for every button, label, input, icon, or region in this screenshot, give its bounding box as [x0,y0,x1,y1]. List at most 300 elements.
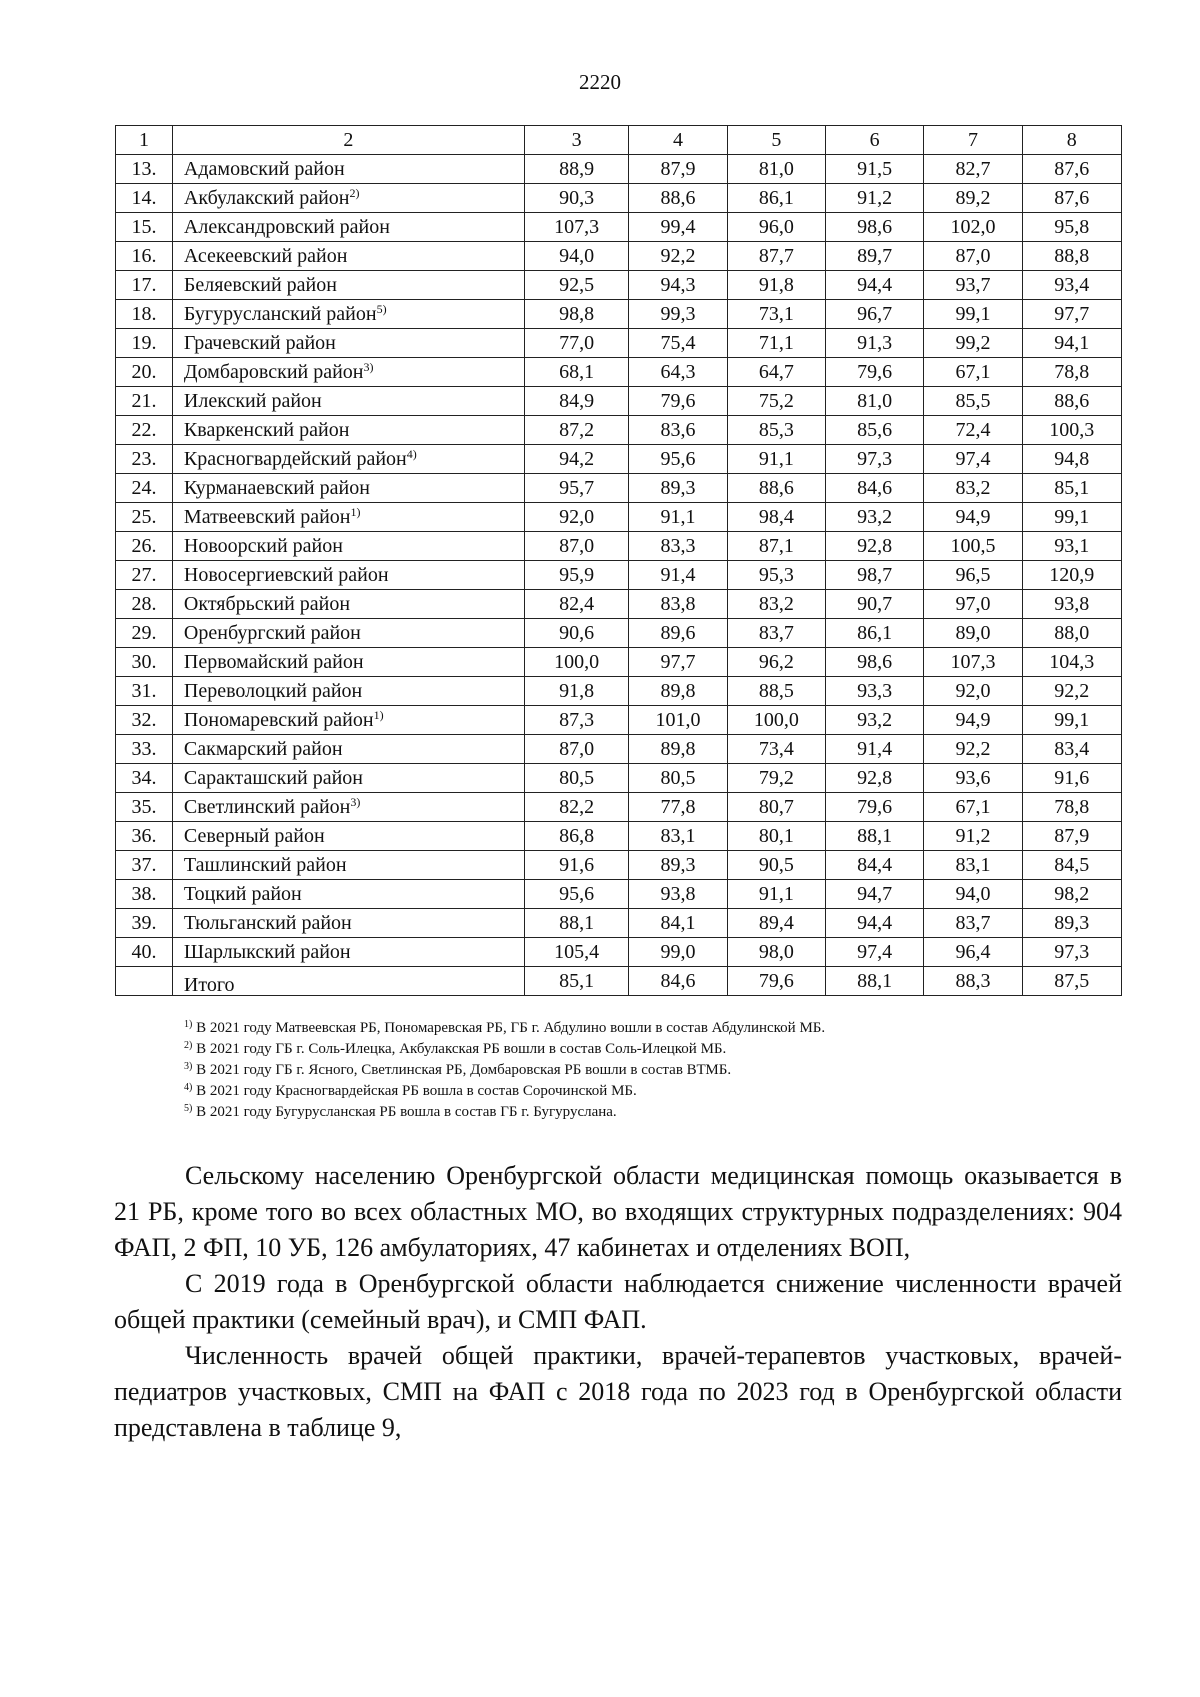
value-cell: 88,5 [727,677,825,706]
row-number: 34. [116,764,173,793]
footnote-text: В 2021 году ГБ г. Соль-Илецка, Акбулакская РБ вошли в состав Соль-Илецкой МБ. [192,1041,727,1057]
row-number: 28. [116,590,173,619]
district-name: Пономаревский район [183,709,374,731]
row-number: 18. [116,300,173,329]
value-cell: 90,3 [524,184,629,213]
value-cell: 89,3 [629,851,727,880]
column-header: 1 [116,126,173,155]
district-name: Александровский район [183,216,390,238]
value-cell: 93,6 [924,764,1022,793]
footnote-ref: 2) [349,186,360,200]
district-cell [172,735,524,764]
value-cell: 88,9 [524,155,629,184]
district-cell [172,387,524,416]
table-row [116,851,1122,880]
footnote-ref: 3) [350,795,361,809]
column-header: 7 [924,126,1022,155]
value-cell: 67,1 [924,793,1022,822]
row-number: 35. [116,793,173,822]
value-cell: 89,0 [924,619,1022,648]
value-cell: 84,1 [629,909,727,938]
value-cell: 87,9 [1022,822,1121,851]
value-cell: 92,5 [524,271,629,300]
paragraph: Сельскому населению Оренбургской области медицинская помощь оказывается в 21 РБ, кроме того во всех областных МО, во входящих структурных подразделениях: 904 ФАП, 2 ФП, 10 УБ, 126 амбулаториях, 47 кабинетах и отделениях ВОП, [114,1161,1122,1262]
district-cell [172,271,524,300]
footnote-mark: 3) [184,1061,193,1072]
value-cell: 83,2 [924,474,1022,503]
value-cell: 95,3 [727,561,825,590]
value-cell: 80,1 [727,822,825,851]
value-cell: 92,0 [524,503,629,532]
value-cell: 78,8 [1022,793,1121,822]
column-header: 6 [825,126,923,155]
value-cell: 90,5 [727,851,825,880]
district-name: Переволоцкий район [183,680,363,702]
value-cell: 80,5 [629,764,727,793]
value-cell: 97,7 [1022,300,1121,329]
district-name: Саракташский район [183,767,364,789]
district-cell [172,329,524,358]
value-cell: 87,1 [727,532,825,561]
value-cell: 100,3 [1022,416,1121,445]
row-number: 21. [116,387,173,416]
value-cell: 79,6 [825,358,923,387]
value-cell: 94,4 [825,271,923,300]
row-number: 14. [116,184,173,213]
column-header: 5 [727,126,825,155]
value-cell: 64,3 [629,358,727,387]
value-cell: 100,5 [924,532,1022,561]
district-cell [172,619,524,648]
table-header-row [116,126,1122,155]
district-cell [172,213,524,242]
value-cell: 98,7 [825,561,923,590]
row-number: 32. [116,706,173,735]
value-cell: 93,3 [825,677,923,706]
value-cell: 91,8 [727,271,825,300]
value-cell: 95,6 [524,880,629,909]
value-cell: 94,9 [924,503,1022,532]
total-value: 84,6 [629,967,727,996]
row-number: 38. [116,880,173,909]
value-cell: 73,4 [727,735,825,764]
value-cell: 98,6 [825,213,923,242]
value-cell: 85,5 [924,387,1022,416]
district-cell [172,300,524,329]
row-number: 25. [116,503,173,532]
value-cell: 98,6 [825,648,923,677]
district-cell [172,793,524,822]
value-cell: 83,1 [924,851,1022,880]
table-row [116,590,1122,619]
value-cell: 104,3 [1022,648,1121,677]
value-cell: 94,2 [524,445,629,474]
value-cell: 90,7 [825,590,923,619]
district-name: Новосергиевский район [183,564,389,586]
total-value: 88,3 [924,967,1022,996]
value-cell: 100,0 [524,648,629,677]
value-cell: 78,8 [1022,358,1121,387]
value-cell: 67,1 [924,358,1022,387]
table-row [116,938,1122,967]
table-row [116,561,1122,590]
value-cell: 93,8 [629,880,727,909]
value-cell: 95,9 [524,561,629,590]
table-row [116,793,1122,822]
row-number: 30. [116,648,173,677]
total-label: Итого [172,967,524,996]
footnote [184,1081,1084,1102]
value-cell: 94,1 [1022,329,1121,358]
footnote-mark: 4) [184,1082,193,1093]
district-cell [172,474,524,503]
district-cell [172,358,524,387]
district-name: Курманаевский район [183,477,370,499]
value-cell: 93,2 [825,503,923,532]
row-number: 13. [116,155,173,184]
table-row [116,764,1122,793]
value-cell: 88,6 [1022,387,1121,416]
value-cell: 83,1 [629,822,727,851]
paragraph: Численность врачей общей практики, врачей-терапевтов участковых, врачей-педиатров участковых, СМП на ФАП с 2018 года по 2023 год в Оренбургской области представлена в таблице 9, [114,1341,1122,1442]
district-name: Бугурусланский район [183,303,377,325]
value-cell: 95,6 [629,445,727,474]
value-cell: 93,4 [1022,271,1121,300]
value-cell: 87,6 [1022,155,1121,184]
value-cell: 93,1 [1022,532,1121,561]
district-cell [172,561,524,590]
district-cell [172,416,524,445]
district-cell [172,155,524,184]
value-cell: 97,3 [1022,938,1121,967]
value-cell: 88,8 [1022,242,1121,271]
table-row [116,909,1122,938]
value-cell: 99,2 [924,329,1022,358]
value-cell: 91,1 [727,445,825,474]
value-cell: 85,6 [825,416,923,445]
row-number: 39. [116,909,173,938]
column-header: 3 [524,126,629,155]
total-value: 85,1 [524,967,629,996]
data-table [115,125,1122,996]
column-header: 4 [629,126,727,155]
district-cell [172,648,524,677]
footnote-text: В 2021 году Матвеевская РБ, Пономаревская РБ, ГБ г. Абдулино вошли в состав Абдулинской МБ. [192,1020,826,1036]
value-cell: 91,8 [524,677,629,706]
district-cell [172,938,524,967]
row-number: 23. [116,445,173,474]
value-cell: 86,8 [524,822,629,851]
value-cell: 120,9 [1022,561,1121,590]
value-cell: 80,7 [727,793,825,822]
row-number: 16. [116,242,173,271]
value-cell: 93,2 [825,706,923,735]
table-row [116,445,1122,474]
footnote-mark: 5) [184,1103,193,1114]
value-cell: 92,8 [825,764,923,793]
table-row [116,474,1122,503]
district-cell [172,503,524,532]
value-cell: 99,1 [1022,706,1121,735]
value-cell: 93,8 [1022,590,1121,619]
total-row [116,967,1122,996]
value-cell: 83,3 [629,532,727,561]
district-name: Ташлинский район [183,854,347,876]
value-cell: 92,2 [1022,677,1121,706]
value-cell: 81,0 [825,387,923,416]
value-cell: 96,7 [825,300,923,329]
footnote-ref: 4) [406,447,417,461]
footnote-text: В 2021 году Красногвардейская РБ вошла в состав Сорочинской МБ. [192,1083,637,1099]
table-row [116,358,1122,387]
district-cell [172,445,524,474]
value-cell: 87,0 [524,735,629,764]
value-cell: 96,2 [727,648,825,677]
district-cell [172,706,524,735]
value-cell: 94,0 [524,242,629,271]
value-cell: 82,2 [524,793,629,822]
value-cell: 97,0 [924,590,1022,619]
value-cell: 105,4 [524,938,629,967]
value-cell: 89,8 [629,735,727,764]
table-row [116,416,1122,445]
value-cell: 91,6 [1022,764,1121,793]
value-cell: 96,0 [727,213,825,242]
table-row [116,329,1122,358]
district-name: Красногвардейский район [183,448,407,470]
value-cell: 89,4 [727,909,825,938]
value-cell: 99,3 [629,300,727,329]
value-cell: 79,6 [825,793,923,822]
footnote-ref: 3) [363,360,374,374]
value-cell: 79,6 [629,387,727,416]
table-row [116,880,1122,909]
value-cell: 83,8 [629,590,727,619]
value-cell: 95,7 [524,474,629,503]
table-row [116,532,1122,561]
total-value: 79,6 [727,967,825,996]
district-name: Матвеевский район [183,506,351,528]
value-cell: 98,2 [1022,880,1121,909]
table-row [116,706,1122,735]
value-cell: 85,3 [727,416,825,445]
value-cell: 75,4 [629,329,727,358]
district-cell [172,851,524,880]
row-number: 17. [116,271,173,300]
district-name: Октябрьский район [183,593,351,615]
district-name: Грачевский район [183,332,336,354]
table-row [116,213,1122,242]
value-cell: 91,1 [727,880,825,909]
value-cell: 72,4 [924,416,1022,445]
table-row [116,619,1122,648]
value-cell: 77,0 [524,329,629,358]
footnote-mark: 1) [184,1019,193,1030]
value-cell: 73,1 [727,300,825,329]
value-cell: 96,5 [924,561,1022,590]
table-row [116,822,1122,851]
value-cell: 82,7 [924,155,1022,184]
value-cell: 86,1 [825,619,923,648]
district-cell [172,242,524,271]
district-name: Кваркенский район [183,419,350,441]
value-cell: 84,6 [825,474,923,503]
value-cell: 87,3 [524,706,629,735]
footnote-text: В 2021 году Бугурусланская РБ вошла в состав ГБ г. Бугуруслана. [192,1104,617,1120]
value-cell: 94,9 [924,706,1022,735]
value-cell: 97,4 [924,445,1022,474]
row-number: 33. [116,735,173,764]
district-name: Новоорский район [183,535,343,557]
value-cell: 84,5 [1022,851,1121,880]
value-cell: 89,7 [825,242,923,271]
value-cell: 89,3 [629,474,727,503]
row-number: 27. [116,561,173,590]
value-cell: 97,7 [629,648,727,677]
row-number: 19. [116,329,173,358]
value-cell: 99,4 [629,213,727,242]
value-cell: 88,6 [629,184,727,213]
total-number-cell [116,967,173,996]
value-cell: 87,6 [1022,184,1121,213]
row-number: 36. [116,822,173,851]
district-cell [172,909,524,938]
value-cell: 102,0 [924,213,1022,242]
district-name: Светлинский район [183,796,351,818]
footnote [184,1039,1084,1060]
row-number: 22. [116,416,173,445]
value-cell: 83,7 [924,909,1022,938]
district-name: Асекеевский район [183,245,348,267]
district-cell [172,590,524,619]
district-name: Тюльганский район [183,912,352,934]
district-name: Сакмарский район [183,738,343,760]
value-cell: 96,4 [924,938,1022,967]
column-header: 2 [172,126,524,155]
total-value: 87,5 [1022,967,1121,996]
table-row [116,735,1122,764]
value-cell: 99,1 [924,300,1022,329]
value-cell: 89,3 [1022,909,1121,938]
footnotes [184,1018,1084,1123]
paragraph: С 2019 года в Оренбургской области наблюдается снижение численности врачей общей практики (семейный врач), и СМП ФАП. [114,1269,1122,1334]
value-cell: 85,1 [1022,474,1121,503]
row-number: 26. [116,532,173,561]
value-cell: 99,1 [1022,503,1121,532]
value-cell: 94,3 [629,271,727,300]
value-cell: 84,9 [524,387,629,416]
value-cell: 100,0 [727,706,825,735]
value-cell: 99,0 [629,938,727,967]
footnote-text: В 2021 году ГБ г. Ясного, Светлинская РБ, Домбаровская РБ вошли в состав ВТМБ. [192,1062,732,1078]
value-cell: 94,7 [825,880,923,909]
value-cell: 89,8 [629,677,727,706]
district-name: Адамовский район [183,158,345,180]
value-cell: 91,4 [629,561,727,590]
value-cell: 71,1 [727,329,825,358]
body-text [114,1158,1122,1446]
value-cell: 95,8 [1022,213,1121,242]
district-name: Беляевский район [183,274,337,296]
value-cell: 90,6 [524,619,629,648]
district-name: Акбулакский район [183,187,350,209]
value-cell: 81,0 [727,155,825,184]
value-cell: 83,7 [727,619,825,648]
value-cell: 92,8 [825,532,923,561]
value-cell: 84,4 [825,851,923,880]
value-cell: 89,6 [629,619,727,648]
table-row [116,503,1122,532]
value-cell: 91,4 [825,735,923,764]
footnote-ref: 5) [376,302,387,316]
value-cell: 94,4 [825,909,923,938]
value-cell: 97,4 [825,938,923,967]
district-cell [172,822,524,851]
value-cell: 88,1 [825,822,923,851]
value-cell: 88,0 [1022,619,1121,648]
row-number: 15. [116,213,173,242]
value-cell: 97,3 [825,445,923,474]
value-cell: 94,0 [924,880,1022,909]
value-cell: 87,9 [629,155,727,184]
district-name: Северный район [183,825,325,847]
district-name: Тоцкий район [183,883,302,905]
district-name: Шарлыкский район [183,941,351,963]
table-row [116,648,1122,677]
district-cell [172,764,524,793]
value-cell: 93,7 [924,271,1022,300]
row-number: 20. [116,358,173,387]
value-cell: 91,3 [825,329,923,358]
value-cell: 77,8 [629,793,727,822]
district-name: Оренбургский район [183,622,361,644]
district-cell [172,532,524,561]
value-cell: 91,5 [825,155,923,184]
value-cell: 83,4 [1022,735,1121,764]
footnote-mark: 2) [184,1040,193,1051]
value-cell: 87,7 [727,242,825,271]
value-cell: 86,1 [727,184,825,213]
row-number: 29. [116,619,173,648]
value-cell: 82,4 [524,590,629,619]
value-cell: 79,2 [727,764,825,793]
value-cell: 89,2 [924,184,1022,213]
footnote [184,1102,1084,1123]
row-number: 40. [116,938,173,967]
value-cell: 75,2 [727,387,825,416]
value-cell: 91,1 [629,503,727,532]
district-cell [172,677,524,706]
value-cell: 92,2 [924,735,1022,764]
value-cell: 83,2 [727,590,825,619]
row-number: 37. [116,851,173,880]
footnote [184,1060,1084,1081]
value-cell: 98,0 [727,938,825,967]
footnote-ref: 1) [373,708,384,722]
value-cell: 92,0 [924,677,1022,706]
value-cell: 87,2 [524,416,629,445]
value-cell: 101,0 [629,706,727,735]
page-number: 2220 [579,70,621,94]
value-cell: 68,1 [524,358,629,387]
district-name: Илекский район [183,390,322,412]
district-name: Первомайский район [183,651,364,673]
value-cell: 87,0 [524,532,629,561]
table-row [116,271,1122,300]
value-cell: 91,2 [924,822,1022,851]
value-cell: 87,0 [924,242,1022,271]
value-cell: 80,5 [524,764,629,793]
